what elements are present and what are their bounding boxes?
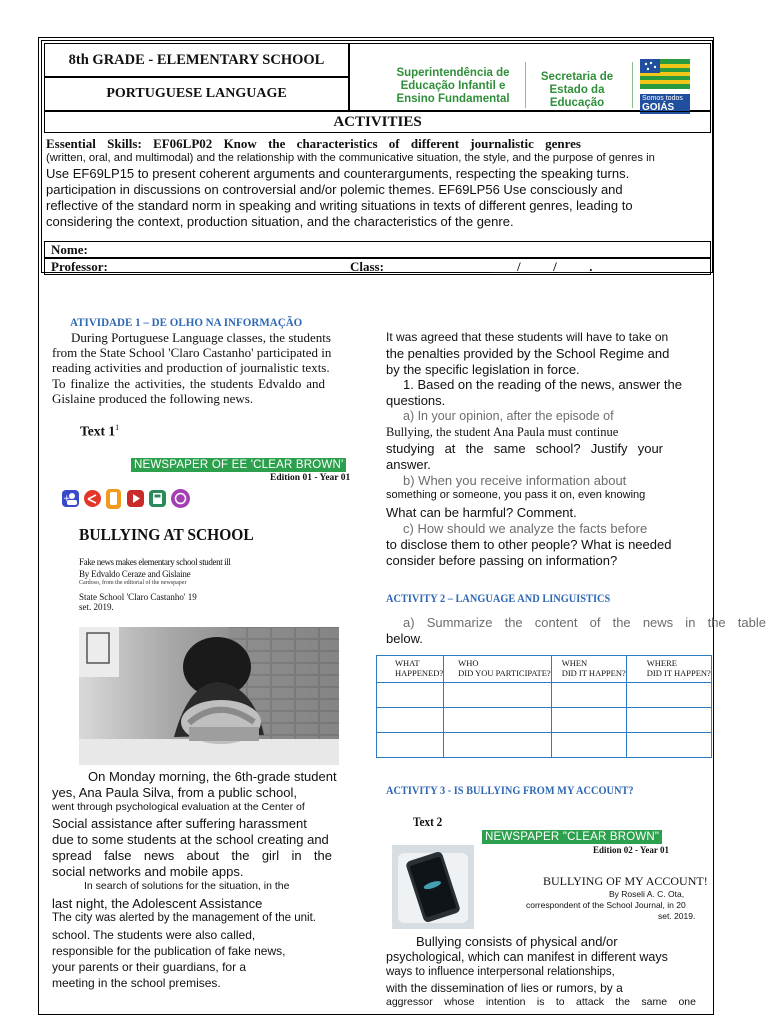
name-row — [44, 241, 711, 258]
subject-cell — [44, 77, 349, 111]
logo2-line: Educação — [549, 97, 605, 109]
text1-label — [80, 423, 119, 440]
header-text: DID IT HAPPEN? — [561, 668, 626, 678]
question1: questions. — [386, 393, 446, 408]
grade-cell — [44, 43, 349, 77]
logo2-line: Estado da — [549, 84, 605, 96]
activity2-instruction: below. — [386, 631, 423, 646]
date-blank: ____/_____/_____. — [491, 259, 593, 274]
story-line: In search of solutions for the situation, in the — [84, 880, 290, 892]
intro-line: To finalize the activities, the students Edvaldo and — [52, 376, 325, 391]
intro-line: from the State School 'Claro Castanho' participated in — [52, 345, 332, 360]
professor-row — [44, 258, 711, 275]
skills-line: Use EF69LP15 to present coherent arguments and counterarguments, respecting the speaking turns. — [46, 166, 630, 181]
activity2-title: ACTIVITY 2 – LANGUAGE AND LINGUISTICS — [386, 593, 611, 605]
skills-line: participation in discussions on controversial and/or polemic themes. EF69LP56 Use consciously and — [46, 182, 623, 197]
logo1-line: Educação Infantil e — [400, 80, 506, 92]
activities-bar — [44, 111, 711, 133]
text1-label-text: Text 1 — [80, 423, 116, 439]
story2-line: ways to influence interpersonal relationships, — [386, 966, 615, 978]
goias-line: Somos todos — [642, 95, 683, 102]
story-line: responsible for the publication of fake news, — [52, 944, 286, 958]
table-cell[interactable] — [377, 708, 444, 733]
activity1-title: ATIVIDADE 1 – DE OLHO NA INFORMAÇÃO — [70, 315, 303, 329]
grade-text: 8th GRADE - ELEMENTARY SCHOOL — [68, 51, 325, 68]
logo-divider — [525, 62, 526, 108]
table-cell[interactable] — [626, 683, 711, 708]
question-c: consider before passing on information? — [386, 553, 618, 568]
story-line: On Monday morning, the 6th-grade student — [88, 769, 337, 784]
author2: By Roseli A. C. Ota, — [609, 889, 685, 899]
correspondent2: correspondent of the School Journal, in 20 — [526, 900, 686, 910]
headline2: BULLYING OF MY ACCOUNT! — [543, 874, 708, 888]
header-where — [626, 656, 711, 683]
smartphone-photo — [392, 845, 474, 929]
video-icon — [127, 490, 144, 507]
table-cell[interactable] — [626, 733, 711, 758]
question-a: answer. — [386, 457, 431, 472]
continuation-line: It was agreed that these students will have to take on — [386, 330, 669, 344]
subhead: Fake news makes elementary school student ill — [79, 557, 231, 567]
skills-line: considering the context, production situation, and the characteristics of the genre. — [46, 214, 514, 229]
story-line: spread false news about the girl in the — [52, 848, 332, 863]
student-sitting-head-down-photo — [79, 627, 339, 765]
header-when — [551, 656, 626, 683]
date-line: set. 2019. — [79, 602, 114, 612]
table-cell[interactable] — [551, 733, 626, 758]
continuation-line: by the specific legislation in force. — [386, 362, 580, 377]
class-label: Class: — [350, 259, 384, 274]
question-a: Bullying, the student Ana Paula must continue — [386, 425, 619, 439]
story-line: social networks and mobile apps. — [52, 864, 244, 879]
name-label: Nome: — [51, 242, 88, 257]
story2-line: aggressor whose intention is to attack the same one — [386, 996, 696, 1008]
phone-icon — [106, 489, 121, 509]
goias-logo — [640, 59, 690, 111]
table-row — [377, 708, 712, 733]
skills-line: reflective of the standard norm in speaking and writing situations in texts of different genres, leading to — [46, 198, 633, 213]
professor-label: Professor: — [51, 259, 108, 274]
newspaper1-banner: NEWSPAPER OF EE 'CLEAR BROWN' — [131, 458, 346, 472]
header-text: WHAT — [395, 658, 420, 668]
header-text: WHERE — [646, 658, 677, 668]
summary-table-grid — [376, 655, 712, 758]
story-line: school. The students were also called, — [52, 928, 256, 942]
story-line: meeting in the school premises. — [52, 976, 221, 990]
calculator-icon — [149, 490, 166, 507]
editorial: Cardoso, from the editorial of the newspaper — [79, 580, 187, 586]
table-cell[interactable] — [444, 708, 552, 733]
intro-line: During Portuguese Language classes, the students — [71, 330, 331, 345]
intro-line: reading activities and production of journalistic texts. — [52, 360, 330, 375]
edition2: Edition 02 - Year 01 — [593, 845, 670, 855]
story-line: last night, the Adolescent Assistance — [52, 896, 263, 911]
intro-line: Gislaine produced the following news. — [52, 391, 254, 406]
question-c: c) How should we analyze the facts before — [403, 521, 648, 536]
edition1: Edition 01 - Year 01 — [270, 473, 351, 483]
table-header-row — [377, 656, 712, 683]
continuation-line: the penalties provided by the School Regime and — [386, 346, 670, 361]
story2-line: psychological, which can manifest in different ways — [386, 950, 668, 964]
story-line: your parents or their guardians, for a — [52, 960, 247, 974]
story-line: Social assistance after suffering harassment — [52, 816, 307, 831]
header-text: DID IT HAPPEN? — [646, 668, 711, 678]
header-who — [444, 656, 552, 683]
header-text: HAPPENED? — [395, 668, 444, 678]
secretaria-logo — [532, 71, 622, 110]
header-text: WHO — [458, 658, 479, 668]
story-line: The city was alerted by the management of the unit. — [52, 912, 317, 924]
question-b: b) When you receive information about — [403, 473, 627, 488]
story-line: went through psychological evaluation at the Center of — [52, 801, 305, 813]
question-c: to disclose them to other people? What is needed — [386, 537, 672, 552]
newspaper2-banner: NEWSPAPER "CLEAR BROWN" — [482, 830, 662, 844]
activity2-instruction: a) Summarize the content of the news in the table — [403, 615, 766, 630]
activity3-title: ACTIVITY 3 - IS BULLYING FROM MY ACCOUNT? — [386, 785, 634, 797]
header-what — [377, 656, 444, 683]
header-text: WHEN — [561, 658, 588, 668]
story-line: yes, Ana Paula Silva, from a public school, — [52, 785, 297, 800]
app-icon-row — [62, 489, 192, 509]
table-cell[interactable] — [551, 683, 626, 708]
date2: set. 2019. — [658, 911, 696, 921]
header-text: DID YOU PARTICIPATE? — [458, 668, 551, 678]
table-cell[interactable] — [377, 733, 444, 758]
summary-table — [376, 655, 712, 758]
goias-flag-icon — [640, 59, 690, 89]
table-cell[interactable] — [444, 733, 552, 758]
whatsapp-icon — [171, 489, 190, 508]
activities-title: ACTIVITIES — [333, 113, 422, 130]
table-cell[interactable] — [626, 708, 711, 733]
story2-line: with the dissemination of lies or rumors, by a — [386, 981, 623, 995]
story-line: due to some students at the school creating and — [52, 832, 329, 847]
headline: BULLYING AT SCHOOL — [79, 525, 254, 544]
text2-label: Text 2 — [413, 815, 443, 829]
logo1-line: Superintendência de — [396, 67, 510, 79]
question-b: something or someone, you pass it on, even knowing — [386, 489, 646, 501]
logo1-line: Ensino Fundamental — [396, 93, 510, 105]
logo-divider — [632, 62, 633, 108]
svg-text:+: + — [63, 494, 71, 504]
subject-text: PORTUGUESE LANGUAGE — [106, 86, 287, 101]
text1-footnote-mark: 1 — [115, 423, 120, 432]
logo-area — [349, 43, 711, 111]
school-line: State School 'Claro Castanho' 19 — [79, 592, 197, 602]
table-row — [377, 683, 712, 708]
question-a: studying at the same school? Justify your — [386, 441, 663, 456]
share-icon — [84, 490, 101, 507]
question1: 1. Based on the reading of the news, answer the — [403, 377, 682, 392]
table-cell[interactable] — [377, 683, 444, 708]
story2-line: Bullying consists of physical and/or — [416, 934, 618, 949]
byline: By Edvaldo Ceraze and Gislaine — [79, 569, 191, 579]
question-b: What can be harmful? Comment. — [386, 505, 577, 520]
goias-line: GOIÁS — [642, 102, 675, 113]
add-user-icon — [62, 490, 79, 507]
table-cell[interactable] — [551, 708, 626, 733]
logo2-line: Secretaria de — [540, 71, 614, 83]
skills-line: (written, oral, and multimodal) and the relationship with the communicative situation, the style, and the purpose of genres in — [46, 152, 655, 164]
superintendencia-logo — [388, 67, 518, 106]
question-a: a) In your opinion, after the episode of — [403, 409, 614, 423]
skills-line: Essential Skills: EF06LP02 Know the characteristics of different journalistic genres — [46, 136, 581, 151]
table-row — [377, 733, 712, 758]
header-box — [41, 40, 713, 273]
table-cell[interactable] — [444, 683, 552, 708]
